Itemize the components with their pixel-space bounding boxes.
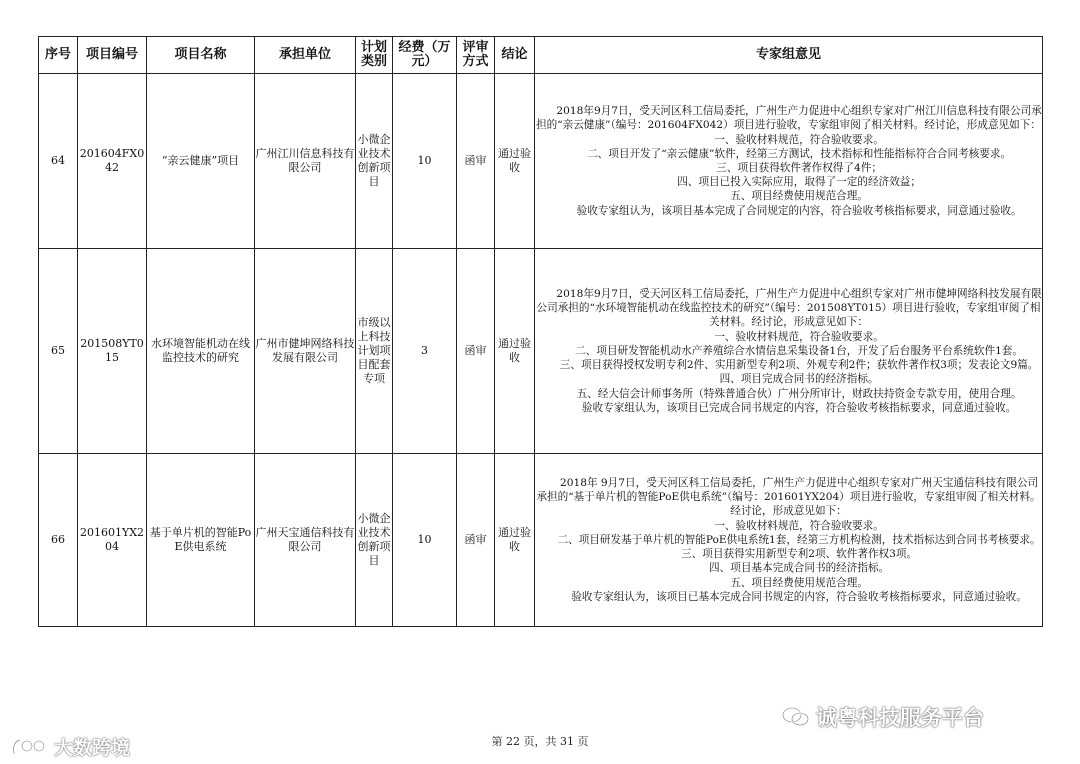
table-row — [39, 454, 1043, 627]
cell-opinion — [535, 454, 1043, 627]
header-category: 计划类别 — [356, 37, 393, 74]
opinion-line: 三、项目获得授权发明专利2件、实用新型专利2项、外观专利2件；获软件著作权3项；发表论文9篇。 — [559, 359, 1039, 372]
opinion-line: 三、项目获得实用新型专利2项、软件著作权3项。 — [681, 548, 918, 561]
cell-unit: 广州天宝通信科技有限公司 — [255, 454, 356, 627]
cell-unit: 广州市健坤网络科技发展有限公司 — [255, 249, 356, 454]
cell-review: 函审 — [457, 249, 495, 454]
cell-seq: 64 — [39, 74, 78, 249]
opinion-line: 二、项目研发智能机动水产养殖综合水情信息采集设备1台，开发了后台服务平台系统软件1套。 — [575, 344, 1023, 357]
header-seq: 序号 — [39, 37, 78, 74]
opinion-line: 2018年9月7日，受天河区科工信局委托，广州生产力促进中心组织专家对广州市健坤网络科技发展有限公司承担的“水环境智能机动在线监控技术的研究”（编号：201508YT015）项目进行验收，专家组审阅了相关材料。经讨论，形成意见如下： — [536, 288, 1042, 329]
page-number: 第 22 页，共 31 页 — [491, 735, 589, 748]
cell-seq: 66 — [39, 454, 78, 627]
cell-conclusion: 通过验收 — [495, 454, 535, 627]
opinion-line: 二、项目研发基于单片机的智能PoE供电系统1套，经第三方机构检测，技术指标达到合同书考核要求。 — [557, 533, 1041, 546]
opinion-line: 四、项目已投入实际应用，取得了一定的经济效益； — [677, 176, 921, 189]
opinion-line: 四、项目完成合同书的经济指标。 — [719, 373, 879, 386]
cell-review: 函审 — [457, 454, 495, 627]
cell-funding: 3 — [393, 249, 457, 454]
cell-unit: 广州江川信息科技有限公司 — [255, 74, 356, 249]
opinion-line: 验收专家组认为，该项目已基本完成合同书规定的内容，符合验收考核指标要求，同意通过验收。 — [571, 590, 1027, 603]
header-funding: 经费（万元） — [393, 37, 457, 74]
header-review: 评审方式 — [457, 37, 495, 74]
header-opinion: 专家组意见 — [535, 37, 1043, 74]
watermark-left — [10, 733, 130, 760]
opinion-line: 五、项目经费使用规范合理。 — [730, 576, 868, 589]
table-row — [39, 249, 1043, 454]
watermark-right — [782, 702, 984, 732]
cell-opinion — [535, 249, 1043, 454]
opinion-line: 验收专家组认为，该项目基本完成了合同规定的内容，符合验收考核指标要求，同意通过验收。 — [576, 204, 1022, 217]
cell-name: 水环境智能机动在线监控技术的研究 — [147, 249, 255, 454]
header-code: 项目编号 — [78, 37, 147, 74]
watermark-left-text: 大数跨境 — [54, 737, 131, 759]
opinion-line: 2018年 9月7日，受天河区科工信局委托，广州生产力促进中心组织专家对广州天宝通信科技有限公司承担的“基于单片机的智能PoE供电系统”（编号：201601YX204）项目进行验收，专家组审阅了相关材料。经讨论，形成意见如下： — [536, 477, 1041, 518]
opinion-line: 一、验收材料规范，符合验收要求。 — [714, 133, 884, 146]
cell-category: 小微企业技术创新项目 — [356, 74, 393, 249]
watermark-right-text: 诚粤科技服务平台 — [816, 706, 984, 730]
cell-category: 市级以上科技计划项目配套专项 — [356, 249, 393, 454]
cell-name: “亲云健康”项目 — [147, 74, 255, 249]
cell-code: 201508YT015 — [78, 249, 147, 454]
opinion-line: 四、项目基本完成合同书的经济指标。 — [709, 562, 890, 575]
cell-category: 小微企业技术创新项目 — [356, 454, 393, 627]
cell-code: 201601YX204 — [78, 454, 147, 627]
table-row — [39, 74, 1043, 249]
opinion-line: 五、项目经费使用规范合理。 — [730, 190, 868, 203]
header-name: 项目名称 — [147, 37, 255, 74]
cell-code: 201604FX042 — [78, 74, 147, 249]
acceptance-table — [38, 36, 1043, 627]
opinion-line: 三、项目获得软件著作权得了4件； — [716, 162, 882, 174]
opinion-line: 五、经大信会计师事务所（特殊普通合伙）广州分所审计，财政扶持资金专款专用，使用合理。 — [576, 387, 1022, 400]
opinion-line: 一、验收材料规范，符合验收要求。 — [714, 330, 884, 343]
cell-conclusion: 通过验收 — [495, 74, 535, 249]
cell-conclusion: 通过验收 — [495, 249, 535, 454]
opinion-line: 二、项目开发了“亲云健康”软件，经第三方测试，技术指标和性能指标符合合同考核要求。 — [587, 147, 1012, 160]
header-unit: 承担单位 — [255, 37, 356, 74]
cell-opinion — [535, 74, 1043, 249]
opinion-line: 验收专家组认为，该项目已完成合同书规定的内容，符合验收考核指标要求，同意通过验收。 — [581, 401, 1017, 414]
wechat-icon — [782, 706, 810, 728]
header-row — [39, 37, 1043, 74]
cell-funding: 10 — [393, 74, 457, 249]
header-conclusion: 结论 — [495, 37, 535, 74]
cell-name: 基于单片机的智能PoE供电系统 — [147, 454, 255, 627]
cell-funding: 10 — [393, 454, 457, 627]
opinion-line: 一、验收材料规范，符合验收要求。 — [714, 519, 884, 532]
opinion-line: 2018年9月7日，受天河区科工信局委托，广州生产力促进中心组织专家对广州江川信息科技有限公司承担的“亲云健康”（编号：201604FX042）项目进行验收，专家组审阅了相关材料。经讨论，形成意见如下： — [536, 105, 1042, 132]
cell-seq: 65 — [39, 249, 78, 454]
cell-review: 函审 — [457, 74, 495, 249]
brand-logo-icon — [10, 736, 50, 758]
